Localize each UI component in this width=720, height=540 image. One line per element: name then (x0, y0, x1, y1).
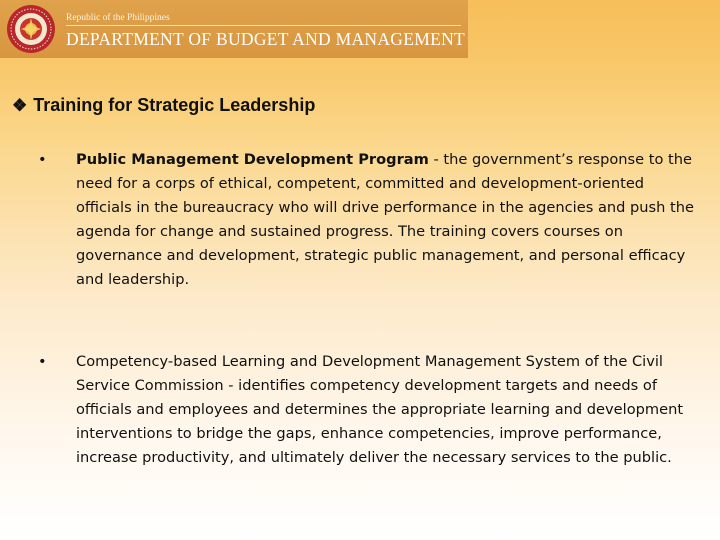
header-republic: Republic of the Philippines (66, 13, 170, 23)
slide-heading-text: Training for Strategic Leadership (33, 95, 316, 115)
bullet-dot: • (38, 353, 47, 370)
bullet-item-csc (38, 350, 698, 470)
header-divider (66, 25, 461, 26)
bullet-body: Competency-based Learning and Development Management System of the Civil Service Commission - identifies competency development targets and needs of officials and employees and determines the appropriate learning and development interventions to bridge the gaps, enhance competencies, improve performance, increase productivity, and ultimately deliver the necessary services to the public. (76, 353, 684, 466)
bullet-item-pmdp (38, 148, 698, 292)
diamond-bullet-icon: ❖ (12, 95, 28, 115)
slide-heading (12, 95, 315, 116)
bullet-text (76, 350, 698, 470)
bullet-text (76, 148, 698, 292)
dbm-seal-icon (6, 4, 56, 54)
header-bar (0, 0, 468, 58)
bullet-title: Public Management Development Program (76, 151, 429, 168)
bullet-dot: • (38, 151, 47, 168)
header-department: DEPARTMENT OF BUDGET AND MANAGEMENT (66, 29, 466, 49)
bullet-body: - the government’s response to the need for a corps of ethical, competent, committed and development-oriented officials in the bureaucracy who will drive performance in the agencies and push the agenda for change and sustained progress. The training covers courses on governance and development, strategic public management, and personal efficacy and leadership. (76, 151, 694, 288)
